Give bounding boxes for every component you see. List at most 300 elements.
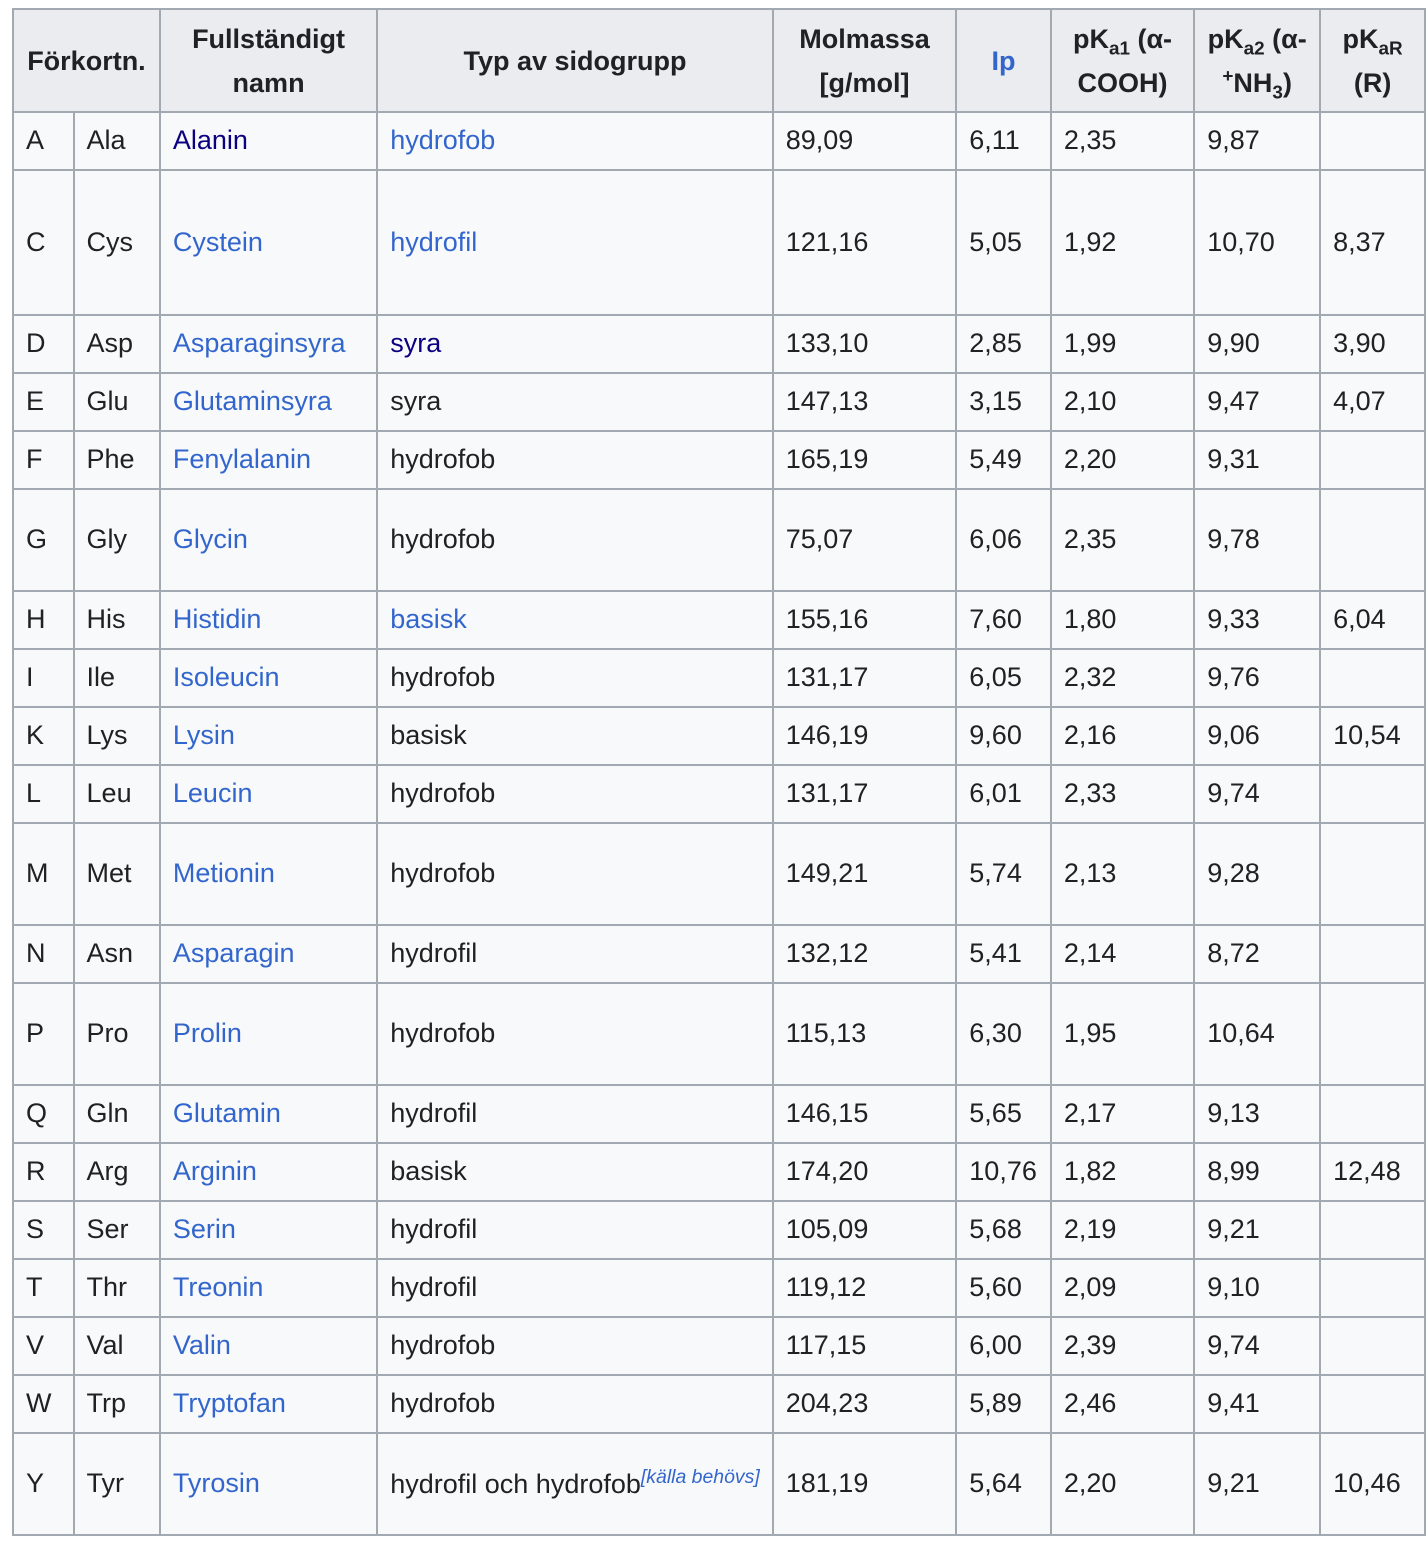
pka1-cell xyxy=(1051,649,1194,707)
pka2-cell xyxy=(1194,983,1320,1085)
side-group-cell-link[interactable]: basisk xyxy=(390,604,467,635)
full-name-cell-link[interactable]: Asparaginsyra xyxy=(172,328,346,359)
table-row xyxy=(13,823,1425,925)
full-name-cell[interactable] xyxy=(160,925,377,983)
pka1-cell xyxy=(1051,765,1194,823)
pkar-cell xyxy=(1320,1143,1425,1201)
pka2-cell-text: 9,31 xyxy=(1207,444,1260,475)
ip-cell-text: 9,60 xyxy=(969,720,1022,751)
pka1-cell xyxy=(1051,315,1194,373)
pkar-cell xyxy=(1320,823,1425,925)
pkar-cell xyxy=(1320,707,1425,765)
pka2-cell xyxy=(1194,170,1320,315)
molar-mass-cell xyxy=(773,170,957,315)
full-name-cell-link[interactable]: Metionin xyxy=(172,858,275,889)
side-group-cell xyxy=(377,765,773,823)
full-name-cell[interactable] xyxy=(160,1259,377,1317)
one-letter-code xyxy=(13,431,74,489)
header-pka1-sub: a1 xyxy=(1108,37,1130,59)
side-group-cell[interactable] xyxy=(377,112,773,170)
pkar-cell xyxy=(1320,983,1425,1085)
one-letter-code xyxy=(13,707,74,765)
molar-mass-cell xyxy=(773,707,957,765)
pka2-cell xyxy=(1194,315,1320,373)
ip-cell-text: 2,85 xyxy=(969,328,1022,359)
full-name-cell[interactable] xyxy=(160,170,377,315)
pkar-cell xyxy=(1320,431,1425,489)
header-pkar-post: (R) xyxy=(1353,67,1392,98)
pkar-cell-text: 12,48 xyxy=(1333,1156,1401,1187)
one-letter-code-text: C xyxy=(26,226,46,257)
molar-mass-cell xyxy=(773,1375,957,1433)
pka2-cell-text: 9,13 xyxy=(1207,1098,1260,1129)
header-molar-mass xyxy=(773,9,957,112)
citation-needed-link[interactable]: [källa behövs] xyxy=(640,1466,760,1488)
table-row xyxy=(13,1317,1425,1375)
header-ip[interactable] xyxy=(956,9,1051,112)
table-row xyxy=(13,1201,1425,1259)
table-body xyxy=(13,112,1425,1535)
pkar-cell xyxy=(1320,1201,1425,1259)
full-name-cell[interactable] xyxy=(160,765,377,823)
table-row xyxy=(13,765,1425,823)
molar-mass-cell-text: 131,17 xyxy=(785,662,869,693)
pka2-cell-text: 9,06 xyxy=(1207,720,1260,751)
ip-cell xyxy=(956,823,1051,925)
ip-cell xyxy=(956,1317,1051,1375)
pkar-cell xyxy=(1320,925,1425,983)
pka2-cell-text: 9,28 xyxy=(1207,858,1260,889)
full-name-cell-link[interactable]: Prolin xyxy=(172,1018,242,1049)
pka2-cell-text: 9,10 xyxy=(1207,1272,1260,1303)
three-letter-code-text: Arg xyxy=(86,1156,129,1187)
one-letter-code xyxy=(13,315,74,373)
header-molar-mass-line1: Molmassa xyxy=(799,23,930,54)
one-letter-code-text: Q xyxy=(26,1098,48,1129)
molar-mass-cell xyxy=(773,1201,957,1259)
molar-mass-cell-text: 133,10 xyxy=(785,328,869,359)
table-row xyxy=(13,1143,1425,1201)
molar-mass-cell xyxy=(773,373,957,431)
three-letter-code xyxy=(74,431,160,489)
pka2-cell xyxy=(1194,1085,1320,1143)
one-letter-code-text: V xyxy=(26,1330,45,1361)
pka2-cell-text: 9,78 xyxy=(1207,524,1260,555)
ip-cell xyxy=(956,170,1051,315)
full-name-cell-link[interactable]: Fenylalanin xyxy=(172,444,311,475)
ip-cell xyxy=(956,112,1051,170)
table-row xyxy=(13,431,1425,489)
pka1-cell xyxy=(1051,489,1194,591)
full-name-cell-link[interactable]: Tryptofan xyxy=(172,1388,286,1419)
side-group-cell-text: hydrofob xyxy=(390,662,496,693)
side-group-cell xyxy=(377,1433,773,1535)
three-letter-code-text: Ala xyxy=(86,125,126,156)
molar-mass-cell xyxy=(773,1259,957,1317)
pka2-cell xyxy=(1194,1317,1320,1375)
pkar-cell-text: 8,37 xyxy=(1333,226,1386,257)
three-letter-code-text: Gln xyxy=(86,1098,129,1129)
side-group-cell-text: hydrofob xyxy=(390,858,496,889)
full-name-cell[interactable] xyxy=(160,431,377,489)
one-letter-code xyxy=(13,1317,74,1375)
one-letter-code xyxy=(13,1433,74,1535)
pka2-cell xyxy=(1194,1143,1320,1201)
pka1-cell xyxy=(1051,170,1194,315)
one-letter-code-text: K xyxy=(26,720,45,751)
pkar-cell-text: 4,07 xyxy=(1333,386,1386,417)
table-row xyxy=(13,707,1425,765)
molar-mass-cell-text: 181,19 xyxy=(785,1468,869,1499)
full-name-cell[interactable] xyxy=(160,1317,377,1375)
pkar-cell xyxy=(1320,765,1425,823)
pkar-cell-text: 6,04 xyxy=(1333,604,1386,635)
full-name-cell[interactable] xyxy=(160,315,377,373)
table-row xyxy=(13,1085,1425,1143)
molar-mass-cell-text: 119,12 xyxy=(785,1272,867,1303)
header-pka2-nh: NH xyxy=(1233,67,1273,98)
three-letter-code xyxy=(74,373,160,431)
full-name-cell-link[interactable]: Glycin xyxy=(172,524,248,555)
one-letter-code xyxy=(13,112,74,170)
one-letter-code xyxy=(13,1375,74,1433)
header-pka1-pre: pK xyxy=(1072,23,1109,54)
pka2-cell-text: 9,41 xyxy=(1207,1388,1260,1419)
side-group-cell-text: syra xyxy=(390,386,442,417)
pkar-cell xyxy=(1320,489,1425,591)
pka1-cell xyxy=(1051,1317,1194,1375)
full-name-cell[interactable] xyxy=(160,489,377,591)
full-name-cell[interactable] xyxy=(160,1433,377,1535)
three-letter-code-text: Asn xyxy=(86,938,134,969)
three-letter-code xyxy=(74,707,160,765)
one-letter-code-text: S xyxy=(26,1214,45,1245)
side-group-cell xyxy=(377,1317,773,1375)
header-ip-link[interactable]: Ip xyxy=(991,45,1016,76)
three-letter-code-text: Glu xyxy=(86,386,129,417)
one-letter-code-text: P xyxy=(26,1018,45,1049)
table-row xyxy=(13,925,1425,983)
one-letter-code xyxy=(13,649,74,707)
ip-cell xyxy=(956,1433,1051,1535)
one-letter-code-text: R xyxy=(26,1156,46,1187)
side-group-cell xyxy=(377,431,773,489)
full-name-cell[interactable] xyxy=(160,1143,377,1201)
side-group-cell-link[interactable]: syra xyxy=(390,328,442,359)
ip-cell xyxy=(956,1201,1051,1259)
pkar-cell-text: 10,46 xyxy=(1333,1468,1401,1499)
molar-mass-cell-text: 149,21 xyxy=(785,858,869,889)
three-letter-code xyxy=(74,315,160,373)
full-name-cell[interactable] xyxy=(160,1375,377,1433)
molar-mass-cell xyxy=(773,1143,957,1201)
pka2-cell xyxy=(1194,707,1320,765)
full-name-cell-link[interactable]: Asparagin xyxy=(172,938,295,969)
header-pka2 xyxy=(1194,9,1320,112)
header-molar-mass-line2: [g/mol] xyxy=(819,67,910,98)
pka2-cell xyxy=(1194,112,1320,170)
pka2-cell xyxy=(1194,823,1320,925)
full-name-cell[interactable] xyxy=(160,1201,377,1259)
side-group-cell xyxy=(377,925,773,983)
full-name-cell-link[interactable]: Leucin xyxy=(172,778,253,809)
pka2-cell xyxy=(1194,765,1320,823)
one-letter-code-text: A xyxy=(26,125,45,156)
side-group-cell xyxy=(377,1085,773,1143)
three-letter-code xyxy=(74,823,160,925)
pka2-cell xyxy=(1194,925,1320,983)
molar-mass-cell-text: 75,07 xyxy=(785,524,854,555)
ip-cell-text: 6,00 xyxy=(969,1330,1022,1361)
pka1-cell-text: 2,20 xyxy=(1063,444,1117,475)
pka1-cell xyxy=(1051,1201,1194,1259)
side-group-cell xyxy=(377,1259,773,1317)
header-pka2-sub: a2 xyxy=(1243,37,1265,59)
one-letter-code-text: M xyxy=(26,858,49,889)
header-pka2-mid: (α- xyxy=(1264,23,1307,54)
ip-cell-text: 6,30 xyxy=(969,1018,1022,1049)
three-letter-code xyxy=(74,489,160,591)
pka1-cell xyxy=(1051,1143,1194,1201)
pka2-cell xyxy=(1194,591,1320,649)
full-name-cell-link[interactable]: Cystein xyxy=(172,226,263,257)
full-name-cell-link[interactable]: Valin xyxy=(172,1330,231,1361)
full-name-cell-link[interactable]: Glutaminsyra xyxy=(172,386,332,417)
pka2-cell-text: 9,74 xyxy=(1207,778,1260,809)
side-group-cell-link[interactable]: hydrofob xyxy=(390,125,496,156)
one-letter-code xyxy=(13,1085,74,1143)
ip-cell-text: 5,65 xyxy=(969,1098,1022,1129)
pka1-cell-text: 1,82 xyxy=(1063,1156,1117,1187)
side-group-cell-link[interactable]: hydrofil xyxy=(390,226,478,257)
side-group-cell-text: hydrofil och hydrofob xyxy=(390,1469,641,1499)
ip-cell-text: 5,68 xyxy=(969,1214,1022,1245)
molar-mass-cell xyxy=(773,431,957,489)
ip-cell xyxy=(956,591,1051,649)
full-name-cell[interactable] xyxy=(160,649,377,707)
one-letter-code xyxy=(13,983,74,1085)
three-letter-code-text: Val xyxy=(86,1330,124,1361)
ip-cell-text: 5,49 xyxy=(969,444,1022,475)
header-pka2-post: ) xyxy=(1282,67,1292,98)
ip-cell xyxy=(956,983,1051,1085)
ip-cell-text: 7,60 xyxy=(969,604,1022,635)
molar-mass-cell-text: 117,15 xyxy=(785,1330,867,1361)
pka2-cell xyxy=(1194,1201,1320,1259)
three-letter-code-text: Thr xyxy=(86,1272,128,1303)
table-row xyxy=(13,1259,1425,1317)
three-letter-code-text: Cys xyxy=(86,226,134,257)
one-letter-code xyxy=(13,1143,74,1201)
full-name-cell-link[interactable]: Serin xyxy=(172,1214,236,1245)
one-letter-code-text: E xyxy=(26,386,45,417)
pka1-cell xyxy=(1051,1375,1194,1433)
side-group-cell[interactable] xyxy=(377,315,773,373)
three-letter-code xyxy=(74,1317,160,1375)
full-name-cell-link[interactable]: Glutamin xyxy=(172,1098,281,1129)
header-pka1-post: (α-COOH) xyxy=(1077,23,1173,98)
side-group-cell-text: hydrofil xyxy=(390,1272,478,1303)
header-pkar-pre: pK xyxy=(1342,23,1379,54)
pka1-cell-text: 1,92 xyxy=(1063,226,1117,257)
three-letter-code xyxy=(74,983,160,1085)
three-letter-code-text: Tyr xyxy=(86,1468,125,1499)
full-name-cell[interactable] xyxy=(160,591,377,649)
one-letter-code-text: L xyxy=(26,778,42,809)
molar-mass-cell-text: 132,12 xyxy=(785,938,869,969)
pka1-cell-text: 2,32 xyxy=(1063,662,1117,693)
full-name-cell[interactable] xyxy=(160,373,377,431)
pka2-cell xyxy=(1194,1375,1320,1433)
pka2-cell-text: 10,64 xyxy=(1207,1018,1275,1049)
three-letter-code-text: Trp xyxy=(86,1388,127,1419)
pka1-cell-text: 1,99 xyxy=(1063,328,1117,359)
side-group-cell-text: hydrofob xyxy=(390,444,496,475)
header-pka2-sub2: 3 xyxy=(1272,81,1283,103)
one-letter-code-text: I xyxy=(26,662,34,693)
pkar-cell xyxy=(1320,170,1425,315)
pka2-cell-text: 9,21 xyxy=(1207,1214,1260,1245)
molar-mass-cell xyxy=(773,489,957,591)
side-group-cell[interactable] xyxy=(377,591,773,649)
pka2-cell xyxy=(1194,373,1320,431)
pka2-cell xyxy=(1194,489,1320,591)
side-group-cell[interactable] xyxy=(377,170,773,315)
side-group-cell xyxy=(377,1375,773,1433)
ip-cell xyxy=(956,489,1051,591)
full-name-cell-link[interactable]: Histidin xyxy=(172,604,262,635)
one-letter-code xyxy=(13,170,74,315)
molar-mass-cell xyxy=(773,649,957,707)
three-letter-code-text: Asp xyxy=(86,328,134,359)
molar-mass-cell xyxy=(773,765,957,823)
one-letter-code xyxy=(13,823,74,925)
one-letter-code xyxy=(13,489,74,591)
full-name-cell[interactable] xyxy=(160,1085,377,1143)
pkar-cell-text: 3,90 xyxy=(1333,328,1386,359)
header-abbreviation: Förkortn. xyxy=(13,9,160,112)
molar-mass-cell-text: 204,23 xyxy=(785,1388,869,1419)
three-letter-code-text: His xyxy=(86,604,126,635)
side-group-cell xyxy=(377,649,773,707)
molar-mass-cell xyxy=(773,591,957,649)
pka2-cell-text: 9,76 xyxy=(1207,662,1260,693)
side-group-cell xyxy=(377,489,773,591)
one-letter-code xyxy=(13,925,74,983)
molar-mass-cell-text: 146,15 xyxy=(785,1098,869,1129)
ip-cell-text: 5,74 xyxy=(969,858,1022,889)
pka1-cell-text: 2,17 xyxy=(1063,1098,1117,1129)
pkar-cell xyxy=(1320,315,1425,373)
pka2-cell-text: 9,33 xyxy=(1207,604,1260,635)
pka1-cell-text: 2,14 xyxy=(1063,938,1117,969)
full-name-cell-link[interactable]: Isoleucin xyxy=(172,662,280,693)
three-letter-code xyxy=(74,1201,160,1259)
one-letter-code xyxy=(13,1201,74,1259)
table-row xyxy=(13,170,1425,315)
pka1-cell xyxy=(1051,925,1194,983)
ip-cell xyxy=(956,765,1051,823)
pkar-cell xyxy=(1320,1259,1425,1317)
table-row xyxy=(13,983,1425,1085)
table-row xyxy=(13,489,1425,591)
side-group-cell xyxy=(377,823,773,925)
three-letter-code-text: Gly xyxy=(86,524,128,555)
side-group-cell xyxy=(377,1201,773,1259)
one-letter-code-text: G xyxy=(26,524,48,555)
full-name-cell[interactable] xyxy=(160,983,377,1085)
full-name-cell-link[interactable]: Alanin xyxy=(172,125,248,156)
side-group-cell xyxy=(377,983,773,1085)
full-name-cell[interactable] xyxy=(160,823,377,925)
table-row xyxy=(13,373,1425,431)
pka2-cell-text: 9,87 xyxy=(1207,125,1260,156)
ip-cell-text: 5,60 xyxy=(969,1272,1022,1303)
one-letter-code-text: N xyxy=(26,938,46,969)
ip-cell xyxy=(956,1375,1051,1433)
pka1-cell-text: 2,10 xyxy=(1063,386,1117,417)
three-letter-code xyxy=(74,1375,160,1433)
molar-mass-cell-text: 115,13 xyxy=(785,1018,867,1049)
pka2-cell xyxy=(1194,1259,1320,1317)
side-group-cell xyxy=(377,373,773,431)
amino-acid-table xyxy=(12,8,1426,1536)
pka1-cell-text: 2,20 xyxy=(1063,1468,1117,1499)
side-group-cell-text: hydrofil xyxy=(390,1098,478,1129)
full-name-cell-link[interactable]: Lysin xyxy=(172,720,235,751)
pka2-cell xyxy=(1194,431,1320,489)
three-letter-code xyxy=(74,1433,160,1535)
pka1-cell xyxy=(1051,112,1194,170)
molar-mass-cell xyxy=(773,925,957,983)
ip-cell xyxy=(956,373,1051,431)
header-pka2-pre: pK xyxy=(1207,23,1244,54)
side-group-cell-text: hydrofob xyxy=(390,1388,496,1419)
one-letter-code-text: W xyxy=(26,1388,52,1419)
ip-cell xyxy=(956,1143,1051,1201)
ip-cell xyxy=(956,925,1051,983)
three-letter-code xyxy=(74,765,160,823)
one-letter-code xyxy=(13,373,74,431)
full-name-cell[interactable] xyxy=(160,112,377,170)
header-pkar-sub: aR xyxy=(1378,37,1403,59)
three-letter-code-text: Lys xyxy=(86,720,128,751)
table-row xyxy=(13,591,1425,649)
three-letter-code-text: Leu xyxy=(86,778,132,809)
pkar-cell xyxy=(1320,1375,1425,1433)
three-letter-code-text: Phe xyxy=(86,444,135,475)
molar-mass-cell xyxy=(773,823,957,925)
header-full-name: Fullständigt namn xyxy=(160,9,377,112)
pka2-cell xyxy=(1194,649,1320,707)
ip-cell xyxy=(956,1085,1051,1143)
full-name-cell[interactable] xyxy=(160,707,377,765)
pka1-cell xyxy=(1051,823,1194,925)
side-group-cell-text: hydrofob xyxy=(390,1330,496,1361)
three-letter-code-text: Ile xyxy=(86,662,116,693)
full-name-cell-link[interactable]: Treonin xyxy=(172,1272,264,1303)
one-letter-code-text: D xyxy=(26,328,46,359)
table-row xyxy=(13,1375,1425,1433)
side-group-cell-text: hydrofil xyxy=(390,1214,478,1245)
pka1-cell xyxy=(1051,373,1194,431)
pka2-cell-text: 10,70 xyxy=(1207,226,1275,257)
full-name-cell-link[interactable]: Arginin xyxy=(172,1156,257,1187)
header-side-group: Typ av sidogrupp xyxy=(377,9,773,112)
ip-cell-text: 10,76 xyxy=(969,1156,1037,1187)
full-name-cell-link[interactable]: Tyrosin xyxy=(172,1468,260,1499)
three-letter-code-text: Met xyxy=(86,858,132,889)
